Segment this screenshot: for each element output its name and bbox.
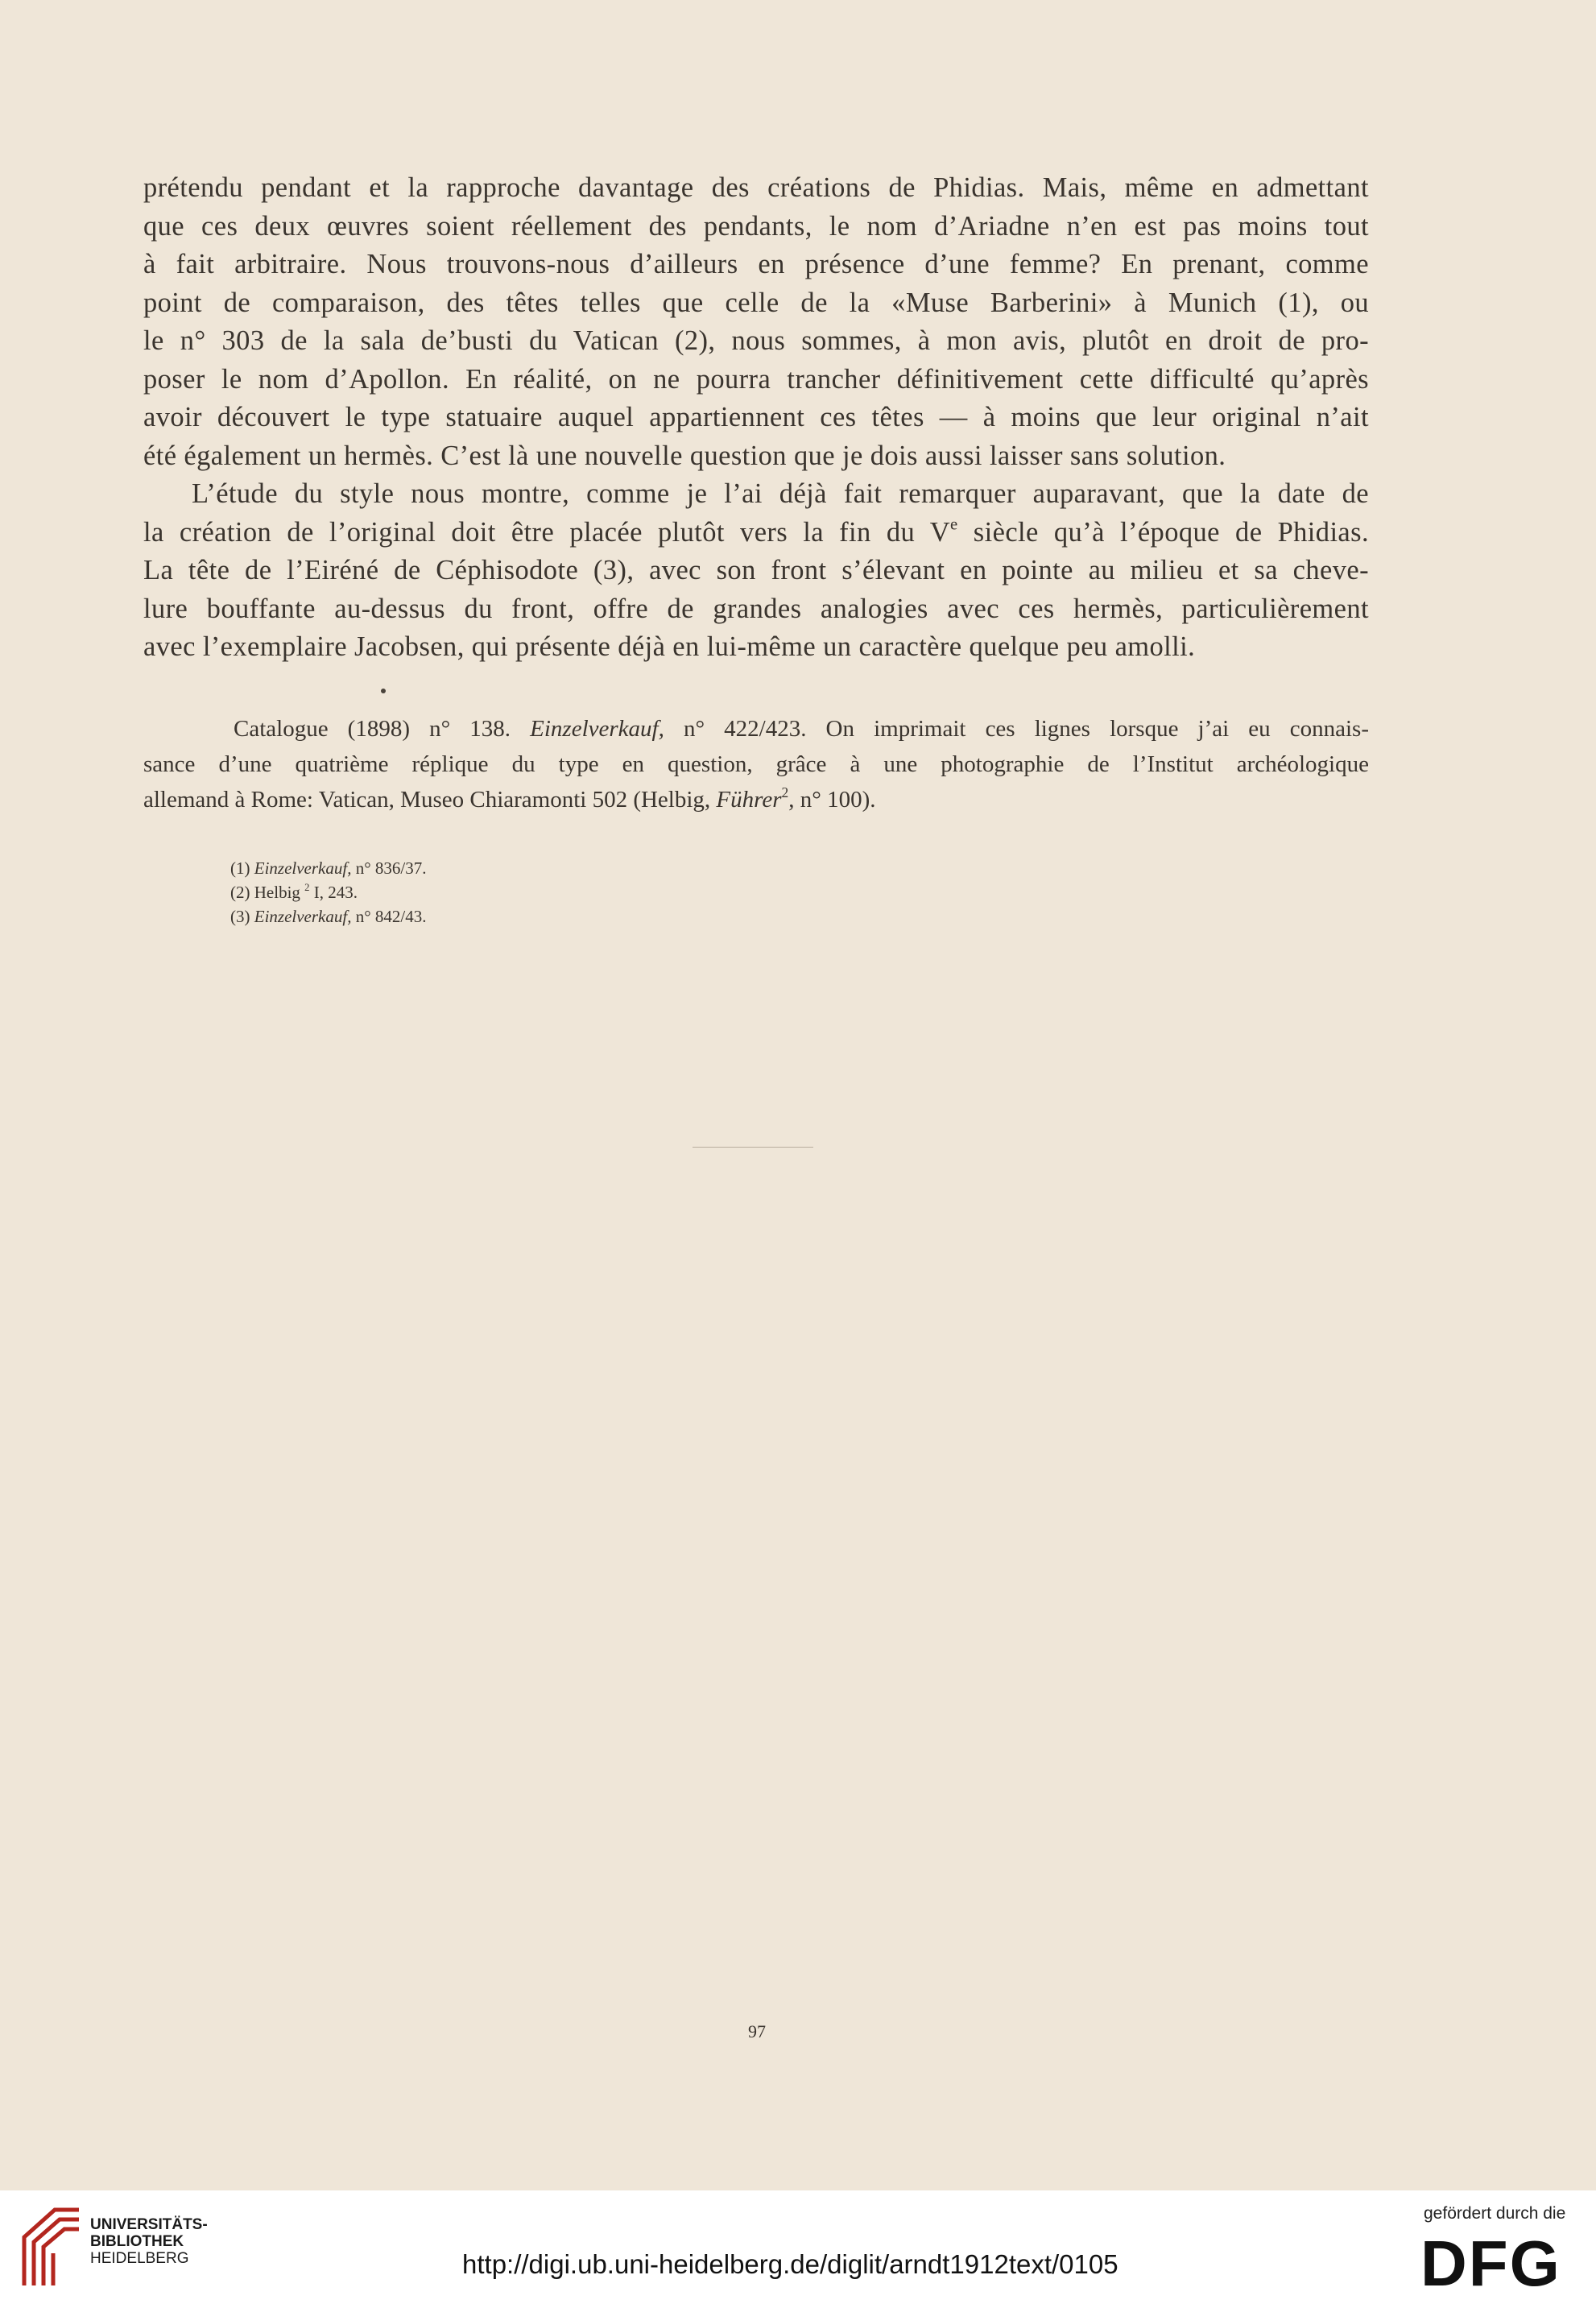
text-line: point de comparaison, des têtes telles que celle de la «Muse Barberini» à Munich (1), ou bbox=[143, 287, 1369, 318]
footnote-italic: Einzelverkauf, bbox=[254, 907, 352, 926]
note-italic: Führer bbox=[716, 787, 782, 813]
text-line-part: la création de l’original doit être placée plutôt vers la fin du V bbox=[143, 516, 951, 548]
footnote-text: I, 243. bbox=[309, 883, 358, 902]
footnote-text: n° 836/37. bbox=[351, 858, 427, 878]
footnote-number: (3) bbox=[230, 907, 254, 926]
note-line bbox=[143, 782, 1369, 817]
section-rule bbox=[693, 1147, 813, 1148]
text-line: le n° 303 de la sala de’busti du Vatican (2), nous sommes, à mon avis, plutôt en droit de pro- bbox=[143, 325, 1369, 356]
text-line: lure bouffante au-dessus du front, offre de grandes analogies avec ces hermès, particulièrement bbox=[143, 593, 1369, 624]
text-line: avoir découvert le type statuaire auquel appartiennent ces têtes — à moins que leur original n’ait bbox=[143, 402, 1369, 432]
permalink-url[interactable]: http://digi.ub.uni-heidelberg.de/diglit/arndt1912text/0105 bbox=[462, 2249, 1118, 2279]
superscript: 2 bbox=[781, 784, 789, 800]
catalogue-note bbox=[143, 711, 1369, 817]
footnote-italic: Einzelverkauf, bbox=[254, 858, 352, 878]
superscript: 2 bbox=[304, 882, 310, 894]
note-text: allemand à Rome: Vatican, Museo Chiaramonti 502 (Helbig, bbox=[143, 787, 717, 813]
text-line: poser le nom d’Apollon. En réalité, on ne pourra trancher définitivement cette difficulté qu’après bbox=[143, 363, 1369, 395]
body-paragraph-1 bbox=[143, 169, 1369, 475]
note-text: , n° 100). bbox=[788, 787, 876, 813]
superscript: e bbox=[950, 515, 958, 534]
text-line: avec l’exemplaire Jacobsen, qui présente déjà en lui-même un caractère quelque peu amolli. bbox=[143, 631, 1196, 662]
text-line: L’étude du style nous montre, comme je l’ai déjà fait remarquer auparavant, que la date de bbox=[192, 478, 1369, 509]
footnote-3 bbox=[230, 904, 426, 929]
funding-caption: gefördert durch die bbox=[1424, 2204, 1566, 2223]
footnotes bbox=[230, 856, 426, 929]
page-number: 97 bbox=[748, 2021, 766, 2041]
library-name bbox=[90, 2216, 208, 2267]
note-italic: Einzelverkauf, bbox=[530, 716, 664, 742]
footer-bar bbox=[0, 2190, 1596, 2304]
footnote-text: Helbig bbox=[254, 883, 305, 902]
text-line bbox=[143, 514, 1369, 552]
text-line: La tête de l’Eiréné de Céphisodote (3), avec son front s’élevant en pointe au milieu et sa cheve- bbox=[143, 555, 1369, 585]
note-text: Catalogue (1898) n° 138. bbox=[234, 716, 531, 742]
text-line: à fait arbitraire. Nous trouvons-nous d’ailleurs en présence d’une femme? En prenant, comme bbox=[143, 249, 1369, 279]
library-line: BIBLIOTHEK bbox=[90, 2233, 184, 2250]
note-line bbox=[143, 711, 1369, 747]
footnote-text: n° 842/43. bbox=[351, 907, 427, 926]
library-line: HEIDELBERG bbox=[90, 2250, 189, 2267]
text-line: que ces deux œuvres soient réellement des pendants, le nom d’Ariadne n’en est pas moins tout bbox=[143, 210, 1369, 242]
footnote-2 bbox=[230, 880, 426, 904]
note-line: sance d’une quatrième réplique du type en question, grâce à une photographie de l’Institut archéologique bbox=[143, 751, 1369, 777]
library-line: UNIVERSITÄTS- bbox=[90, 2216, 208, 2233]
body-paragraph-2 bbox=[143, 475, 1369, 667]
note-text: n° 422/423. On imprimait ces lignes lorsque j’ai eu connais- bbox=[664, 716, 1369, 742]
footnote-1 bbox=[230, 856, 426, 880]
text-line: été également un hermès. C’est là une nouvelle question que je dois aussi laisser sans solution. bbox=[143, 440, 1226, 471]
text-line: prétendu pendant et la rapproche davantage des créations de Phidias. Mais, même en admettant bbox=[143, 172, 1369, 203]
ornament-dot bbox=[381, 689, 386, 693]
university-library-logo-icon bbox=[16, 2205, 84, 2289]
dfg-logo: DFG bbox=[1420, 2227, 1561, 2299]
footnote-number: (1) bbox=[230, 858, 254, 878]
footnote-number: (2) bbox=[230, 883, 254, 902]
text-line-part: siècle qu’à l’époque de Phidias. bbox=[957, 516, 1369, 548]
